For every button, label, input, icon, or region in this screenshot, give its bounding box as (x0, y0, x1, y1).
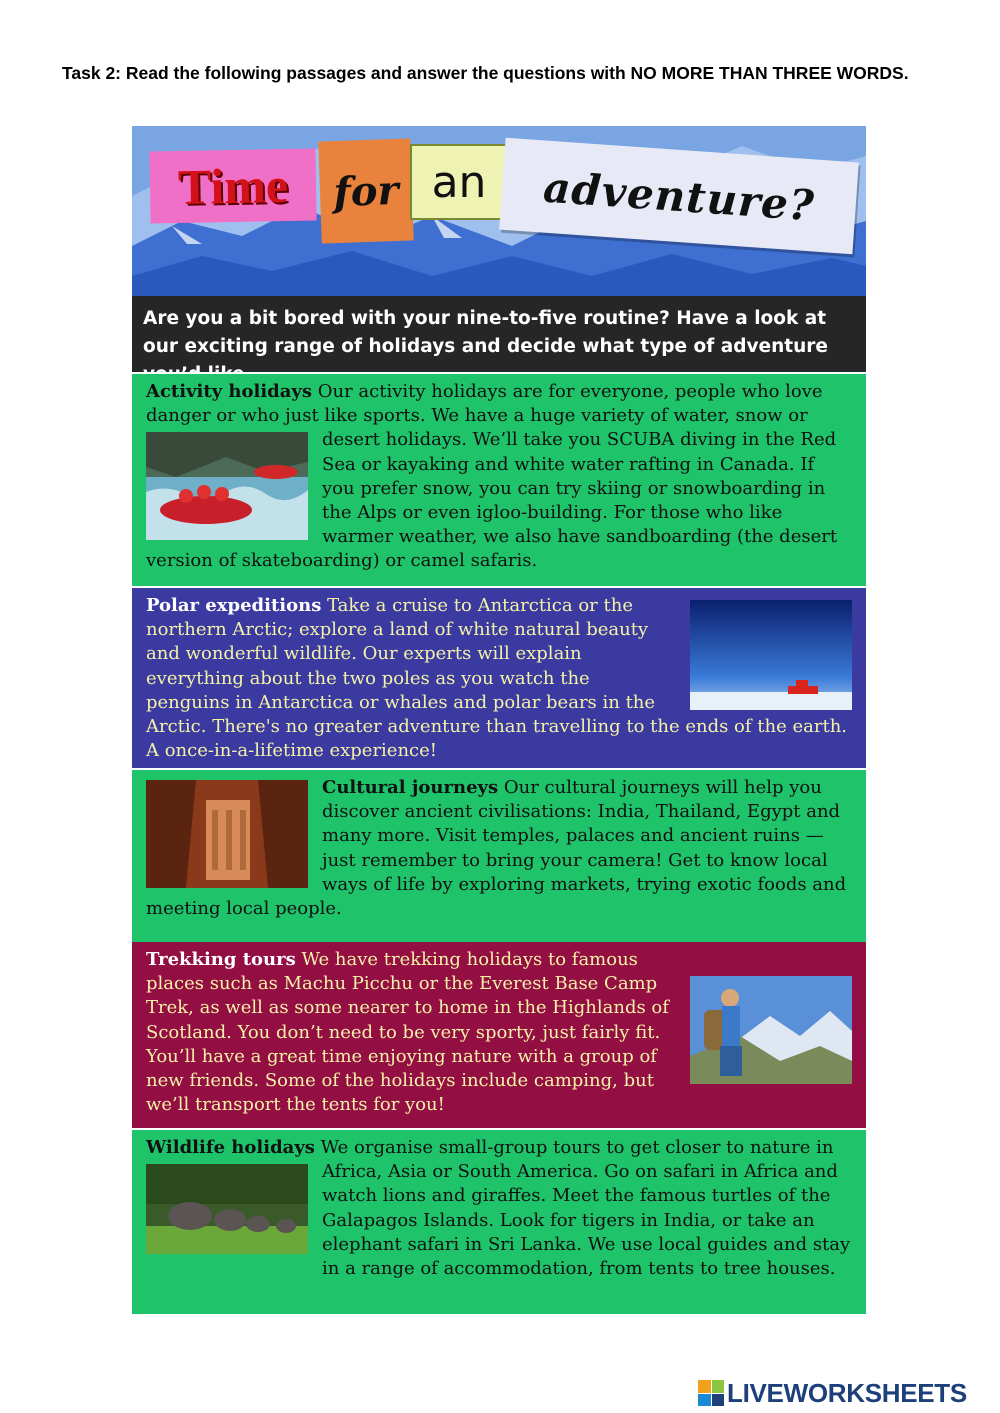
petra-treasury-photo (146, 780, 308, 888)
section-heading: Wildlife holidays (146, 1137, 315, 1158)
title-banner (132, 126, 866, 296)
section-body-lead: Our cultural journeys will help you (498, 777, 822, 798)
section-heading: Trekking tours (146, 949, 296, 970)
title-word-an: an (410, 144, 508, 220)
polar-ship-photo (690, 600, 852, 710)
section-polar-expeditions (132, 588, 866, 768)
section-body-rest: Go on safari in Africa and watch lions and giraffes. Meet the famous turtles of the Galapagos Islands. Look for tigers in India, or take an elephant safari in Sri Lanka. We use local guides and stay in a range of accommodation, from tents to tree houses. (322, 1161, 851, 1280)
section-body-rest: discover ancient civilisations: India, Thailand, Egypt and many more. Visit temples, palaces and ancient ruins — just remember to bring your camera! Get to know local ways of life by exploring markets, trying exotic foods and meeting local people. (146, 801, 847, 920)
rafting-photo (146, 432, 308, 540)
adventure-poster (132, 126, 866, 1314)
section-wildlife-holidays (132, 1130, 866, 1314)
trekker-photo (690, 976, 852, 1084)
section-body: We have trekking holidays to famous places such as Machu Picchu or the Everest Base Camp Trek, as well as some nearer to home in the Highlands of Scotland. You don’t need to be very sporty, just fairly fit. You’ll have a great time enjoying nature with a group of new friends. Some of the holidays include camping, but we’ll transport the tents for you! (146, 949, 669, 1116)
title-word-adventure: adventure? (499, 138, 859, 254)
task-instruction: Task 2: Read the following passages and answer the questions with NO MORE THAN THREE WORDS. (62, 63, 909, 83)
section-body: Take a cruise to Antarctica or the northern Arctic; explore a land of white natural beauty and wonderful wildlife. Our experts will explain everything about the two poles as you watch the penguins in Antarctica or whales and polar bears in the Arctic. There's no greater adventure than travelling to the ends of the earth. A once-in-a-lifetime experience! (146, 595, 848, 762)
title-word-time: Time (149, 149, 316, 224)
section-activity-holidays (132, 374, 866, 586)
section-heading: Polar expeditions (146, 595, 322, 616)
section-cultural-journeys (132, 770, 866, 942)
section-heading: Cultural journeys (322, 777, 499, 798)
section-body-rest: desert holidays. We’ll take you SCUBA diving in the Red Sea or kayaking and white water rafting in Canada. If you prefer snow, you can try skiing or snowboarding in the Alps or even igloo-building. For those who like warmer weather, we also have sandboarding (the desert version of skateboarding) or camel safaris. (146, 429, 838, 572)
liveworksheets-logo-icon (698, 1380, 724, 1406)
liveworksheets-brand: LIVEWORKSHEETS (727, 1377, 967, 1408)
liveworksheets-logo (698, 1378, 994, 1408)
intro-text: Are you a bit bored with your nine-to-five routine? Have a look at our exciting range of holidays and decide what type of adventure (132, 296, 866, 372)
section-body-lead: We organise small-group tours to get closer to nature in Africa, Asia or South America. (314, 1137, 834, 1183)
elephants-photo (146, 1164, 308, 1254)
section-body-lead: Our activity holidays are for everyone, people who love danger or who just like sports. We have a huge variety of water, snow or (146, 381, 823, 427)
section-heading: Activity holidays (146, 381, 313, 402)
section-trekking-tours (132, 942, 866, 1128)
title-word-for: for (318, 138, 414, 243)
